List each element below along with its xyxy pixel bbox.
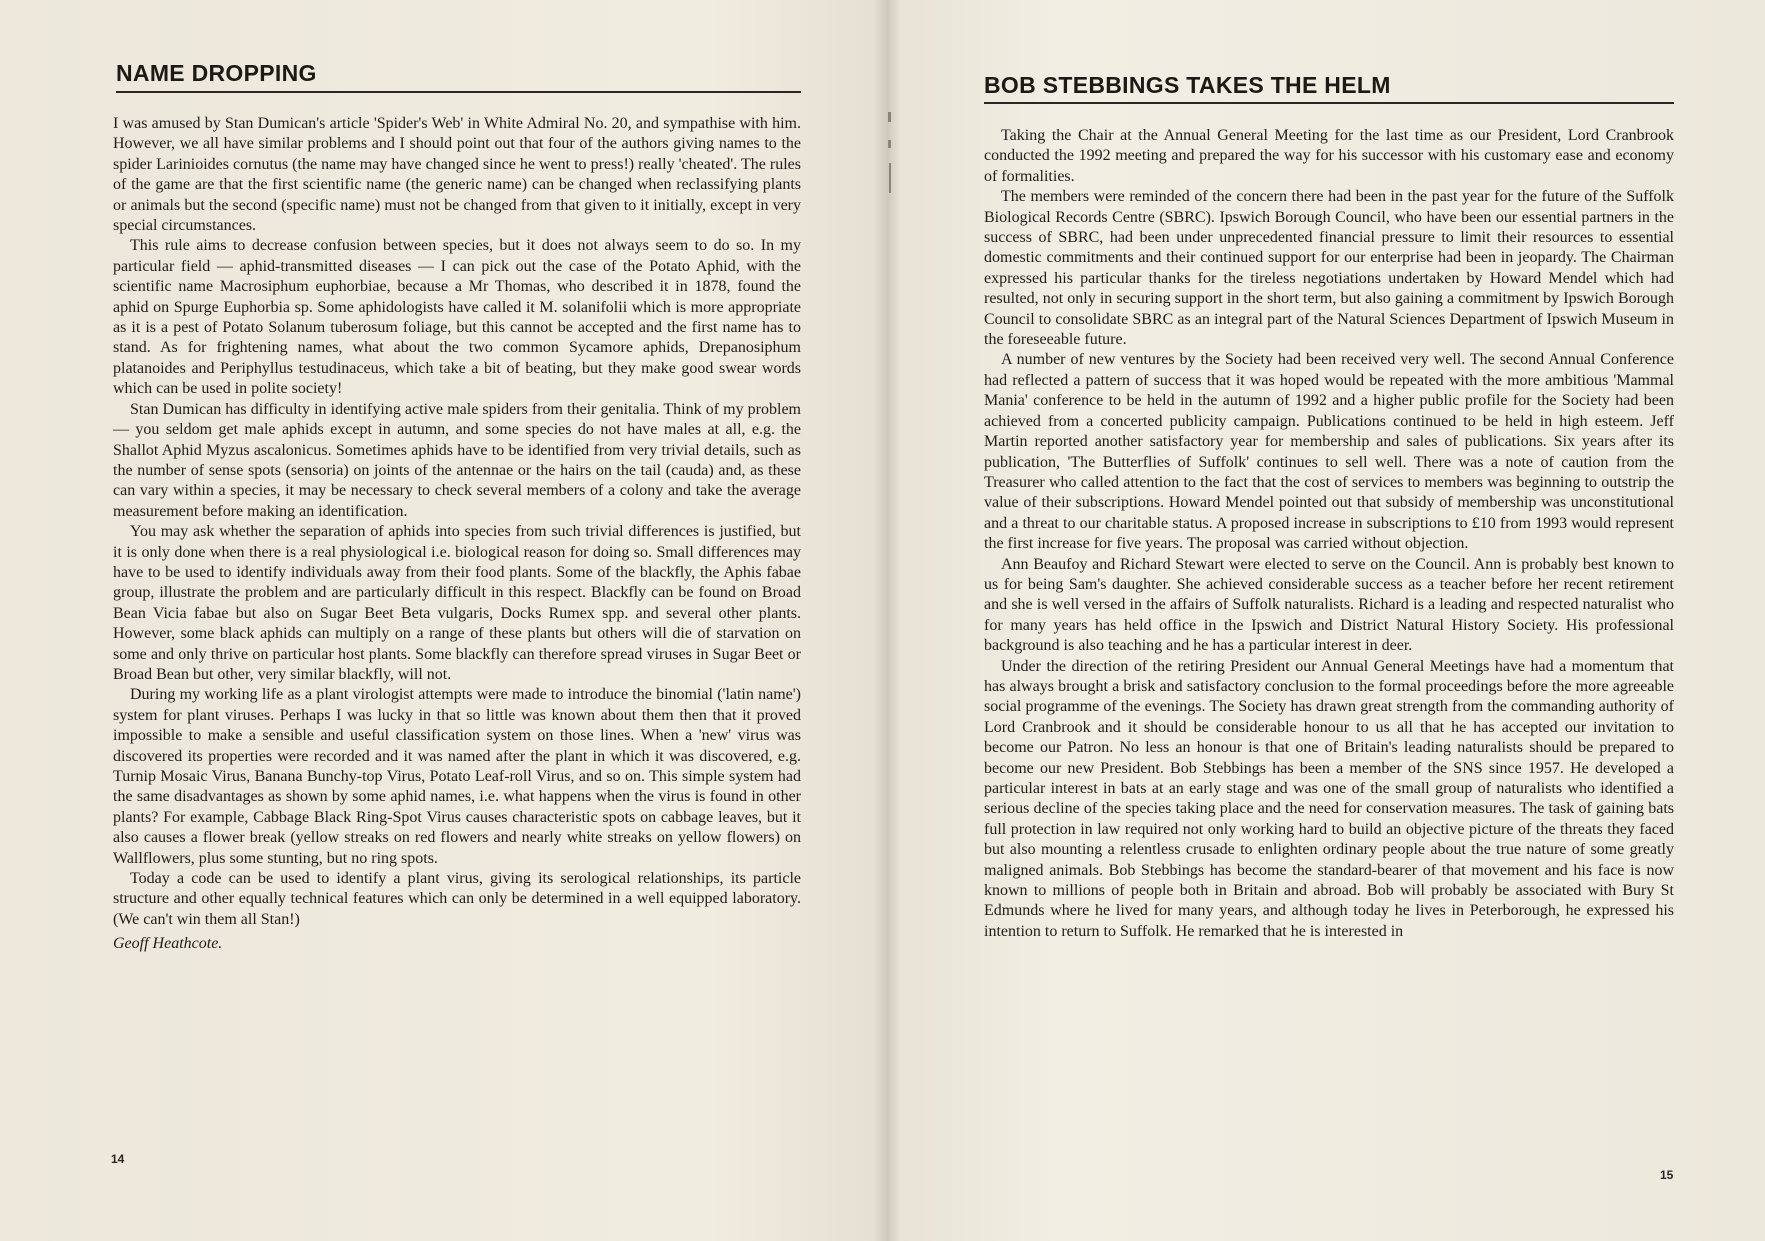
right-page-number: 15	[1660, 1168, 1674, 1182]
left-paragraph-6: Today a code can be used to identify a plant virus, giving its serological relationships, its particle structure and other equally technical features which can only be determined in a well equipped laboratory. (We can't win them all Stan!)	[113, 870, 801, 928]
right-page	[888, 0, 1765, 1241]
right-title-rule	[984, 102, 1674, 104]
left-paragraph-4: You may ask whether the separation of aphids into species from such trivial differences is justified, but it is only done when there is a real physiological i.e. biological reason for doing so. Small differences may have to be used to identify individuals away from their food plants. Some of the blackfly, the Aphis fabae group, illustrate the problem and are particularly difficult in this respect. Blackfly can be found on Broad Bean Vicia fabae but also on Sugar Beet Beta vulgaris, Docks Rumex spp. and several other plants. However, some black aphids can multiply on a range of these plants but others will die of starvation on some and only thrive on particular host plants. Some blackfly can therefore spread viruses in Sugar Beet or Broad Bean but other, very similar blackfly, will not.	[113, 523, 801, 683]
right-paragraph-4: Ann Beaufoy and Richard Stewart were elected to serve on the Council. Ann is probably best known to us for being Sam's daughter. She achieved considerable success as a teacher before her recent retirement and she is well versed in the affairs of Suffolk naturalists. Richard is a leading and respected naturalist who for many years has held office in the Ipswich and District Natural History Society. His professional background is also teaching and he has a particular interest in deer.	[984, 555, 1674, 655]
left-paragraph-5: During my working life as a plant virologist attempts were made to introduce the binomial ('latin name') system for plant viruses. Perhaps I was lucky in that so little was known about them then that it proved impossible to make a sensible and useful classification system on those lines. When a 'new' virus was discovered its properties were recorded and it was named after the plant in which it was discovered, e.g. Turnip Mosaic Virus, Banana Bunchy-top Virus, Potato Leaf-roll Virus, and so on. This simple system had the same disadvantages as shown by some aphid names, i.e. what happens when the virus is found in other plants? For example, Cabbage Black Ring-Spot Virus causes characteristic spots on cabbage leaves, but it also causes a flower break (yellow streaks on red flowers and nearly white streaks on yellow flowers) on Wallflowers, plus some stunting, but no ring spots.	[113, 686, 801, 867]
author-signature: Geoff Heathcote.	[113, 935, 223, 953]
left-article-body	[113, 114, 801, 955]
left-paragraph-1: I was amused by Stan Dumican's article 'Spider's Web' in White Admiral No. 20, and sympathise with him. However, we all have similar problems and I should point out that four of the authors giving names to the spider Larinioides cornutus (the name may have changed since he went to press!) really 'cheated'. The rules of the game are that the first scientific name (the generic name) can be changed when reclassifying plants or animals but the second (specific name) must not be changed from that given to it initially, except in very special circumstances.	[113, 115, 801, 235]
left-page-number: 14	[111, 1152, 125, 1166]
left-paragraph-3: Stan Dumican has difficulty in identifying active male spiders from their genitalia. Think of my problem — you seldom get male aphids except in autumn, and some species do not have males at all, e.g. the Shallot Aphid Myzus ascalonicus. Sometimes aphids have to be identified from very trivial details, such as the number of sense spots (sensoria) on joints of the antennae or the hairs on the tail (cauda) and, as these can vary within a species, it may be necessary to check several members of a colony and take the average measurement before making an identification.	[113, 400, 801, 520]
right-page-title: BOB STEBBINGS TAKES THE HELM	[984, 72, 1391, 98]
right-paragraph-5: Under the direction of the retiring President our Annual General Meetings have had a momentum that has always brought a brisk and satisfactory conclusion to the formal proceedings before the more agreeable social programme of the evenings. The Society has drawn great strength from the commanding authority of Lord Cranbrook and it should be considerable honour to us all that he has accepted our invitation to become our Patron. No less an honour is that one of Britain's leading naturalists should be prepared to become our new President. Bob Stebbings has been a member of the SNS since 1957. He developed a particular interest in bats at an early stage and was one of the small group of naturalists who identified a serious decline of the species taking place and the need for conservation measures. The task of gaining bats full protection in law required not only working hard to build an objective picture of the threats they faced but also mounting a relentless crusade to enlighten ordinary people about the true nature of some greatly maligned animals. Bob Stebbings has become the standard-bearer of that movement and his face is now known to millions of people both in Britain and abroad. Bob will probably be associated with Bury St Edmunds where he lived for many years, and although today he lives in Peterborough, he expressed his intention to return to Suffolk. He remarked that he is interested in	[984, 657, 1674, 940]
left-page-title: NAME DROPPING	[116, 60, 317, 86]
left-paragraph-2: This rule aims to decrease confusion between species, but it does not always seem to do so. In my particular field — aphid-transmitted diseases — I can pick out the case of the Potato Aphid, with the scientific name Macrosiphum euphorbiae, because a Mr Thomas, who described it in 1878, found the aphid on Spurge Euphorbia sp. Some aphidologists have called it M. solanifolii which is more appropriate as it is a pest of Potato Solanum tuberosum foliage, but this cannot be accepted and the first name has to stand. As for frightening names, what about the two common Sycamore aphids, Drepanosiphum platanoides and Periphyllus testudinaceus, which take a bit of beating, but they make good swear words which can be used in polite society!	[113, 237, 801, 398]
right-paragraph-1: Taking the Chair at the Annual General Meeting for the last time as our President, Lord Cranbrook conducted the 1992 meeting and prepared the way for his successor with his customary ease and economy of formalities.	[984, 127, 1674, 185]
left-title-rule	[116, 91, 801, 93]
right-article-body	[984, 126, 1674, 942]
right-paragraph-3: A number of new ventures by the Society had been received very well. The second Annual Conference had reflected a pattern of success that it was hoped would be repeated with the more ambitious 'Mammal Mania' conference to be held in the autumn of 1992 and a higher public profile for the Society had been achieved from a concerted publicity campaign. Publications continued to be held in high esteem. Jeff Martin reported another satisfactory year for membership and sales of publications. Six years after its publication, 'The Butterflies of Suffolk' continues to sell well. There was a note of caution from the Treasurer who called attention to the fact that the cost of services to members was beginning to outstrip the value of their subscriptions. Howard Mendel pointed out that subsidy of membership was unconstitutional and a threat to our charitable status. A proposed increase in subscriptions to £10 from 1993 would represent the first increase for five years. The proposal was carried without objection.	[984, 351, 1674, 553]
right-paragraph-2: The members were reminded of the concern there had been in the past year for the future of the Suffolk Biological Records Centre (SBRC). Ipswich Borough Council, who have been our essential partners in the success of SBRC, had been under unprecedented financial pressure to limit their resources to essential domestic commitments and their continued support for our enterprise had been in jeopardy. The Chairman expressed his particular thanks for the tireless negotiations undertaken by Howard Mendel which had resulted, not only in securing support in the short term, but also gaining a commitment by Ipswich Borough Council to consolidate SBRC as an integral part of the Natural Sciences Department of Ipswich Museum in the foreseeable future.	[984, 188, 1674, 349]
